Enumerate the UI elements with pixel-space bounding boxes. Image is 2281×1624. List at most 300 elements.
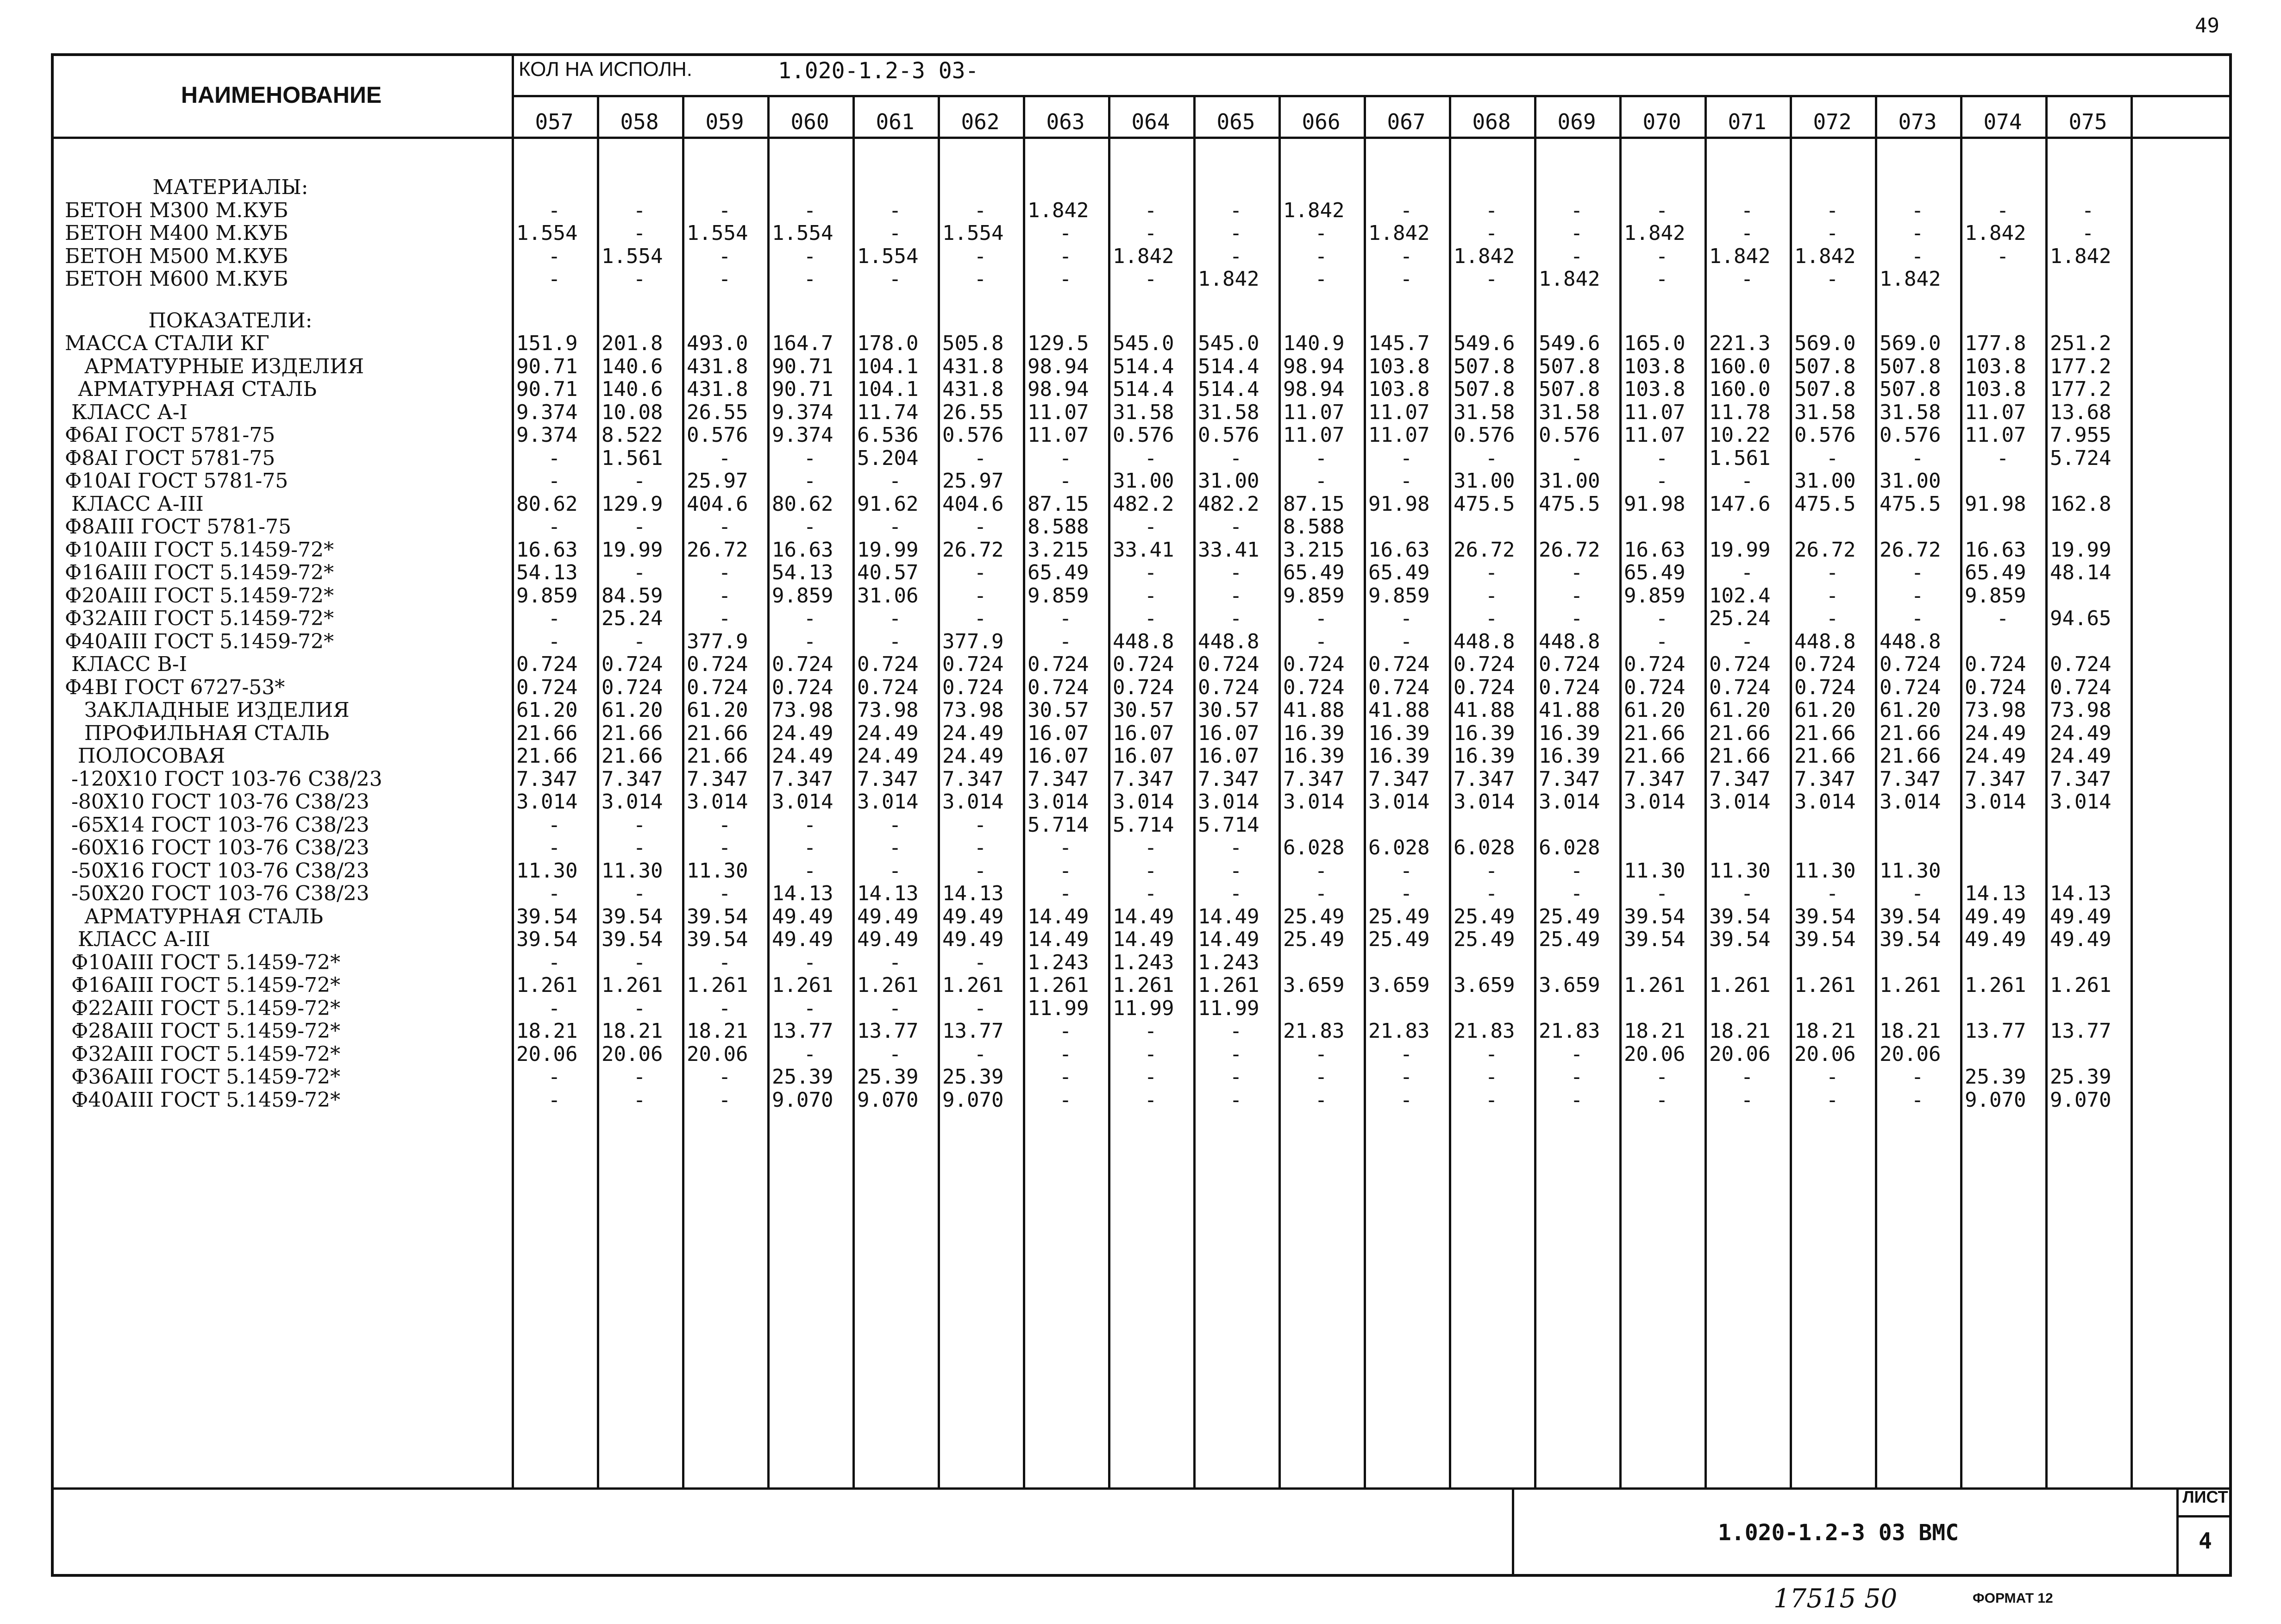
column-header: 069: [1557, 109, 1596, 134]
table-cell: -: [2081, 198, 2094, 222]
table-cell: 31.58: [1198, 400, 1260, 424]
table-cell: 1.842: [1368, 221, 1430, 245]
table-cell: -: [548, 267, 561, 291]
table-cell: -: [1144, 1042, 1157, 1066]
table-cell: 90.71: [772, 377, 833, 401]
table-cell: -: [974, 244, 987, 268]
table-cell: 18.21: [1624, 1019, 1686, 1043]
table-cell: 14.49: [1113, 928, 1174, 951]
table-cell: 0.724: [1368, 652, 1430, 676]
table-cell: 16.39: [1539, 721, 1600, 745]
table-cell: -: [1400, 629, 1413, 653]
table-cell: 3.014: [942, 790, 1004, 814]
table-cell: 26.72: [942, 538, 1004, 562]
table-cell: 7.347: [1454, 767, 1515, 791]
table-cell: -: [633, 950, 646, 974]
table-cell: -: [803, 267, 816, 291]
table-cell: -: [633, 198, 646, 222]
table-cell: -: [1144, 561, 1157, 584]
column-divider: [1278, 97, 1281, 1487]
table-cell: 8.588: [1028, 515, 1089, 539]
table-cell: 3.215: [1028, 538, 1089, 562]
table-cell: -: [1144, 198, 1157, 222]
table-cell: 19.99: [2050, 538, 2112, 562]
table-cell: 87.15: [1028, 492, 1089, 516]
table-cell: -: [1996, 244, 2009, 268]
table-cell: 65.49: [1283, 561, 1345, 584]
table-cell: 3.014: [1794, 790, 1856, 814]
table-cell: 26.72: [1539, 538, 1600, 562]
table-cell: 14.13: [1965, 882, 2026, 905]
table-cell: -: [1229, 244, 1242, 268]
table-cell: 3.014: [1368, 790, 1430, 814]
table-cell: 1.842: [1624, 221, 1686, 245]
table-cell: 1.554: [857, 244, 919, 268]
table-cell: 13.77: [857, 1019, 919, 1043]
table-cell: 84.59: [602, 583, 663, 608]
table-cell: 25.97: [687, 469, 748, 493]
table-cell: 14.49: [1113, 904, 1174, 928]
table-cell: 30.57: [1113, 698, 1174, 722]
column-divider: [1960, 97, 1962, 1487]
table-cell: 251.2: [2050, 332, 2112, 355]
table-cell: 49.49: [857, 904, 919, 928]
table-cell: -: [548, 198, 561, 222]
table-cell: 1.842: [1539, 267, 1600, 291]
table-cell: 0.724: [1198, 675, 1260, 699]
table-cell: 25.49: [1283, 928, 1345, 951]
table-cell: 19.99: [1709, 538, 1771, 562]
column-header: 071: [1728, 109, 1767, 134]
table-cell: 49.49: [2050, 904, 2112, 928]
table-cell: 0.724: [1880, 675, 1941, 699]
table-cell: 20.06: [602, 1042, 663, 1066]
table-cell: 13.77: [2050, 1019, 2112, 1043]
table-cell: 39.54: [687, 904, 748, 928]
table-cell: 24.49: [1965, 721, 2026, 745]
table-cell: 16.39: [1283, 744, 1345, 768]
table-cell: 1.261: [942, 973, 1004, 997]
table-cell: 11.30: [1624, 859, 1686, 883]
table-cell: -: [718, 561, 731, 584]
table-cell: -: [1229, 515, 1242, 539]
table-cell: 6.536: [857, 423, 919, 447]
table-cell: 19.99: [857, 538, 919, 562]
table-cell: -: [548, 1065, 561, 1089]
table-cell: 11.99: [1113, 996, 1174, 1020]
table-cell: 11.07: [1368, 400, 1430, 424]
table-cell: 3.659: [1539, 973, 1600, 997]
table-cell: 177.2: [2050, 377, 2112, 401]
table-cell: 26.72: [1454, 538, 1515, 562]
table-cell: -: [1059, 267, 1072, 291]
table-cell: 18.21: [1794, 1019, 1856, 1043]
column-header: 075: [2068, 109, 2107, 134]
table-cell: 9.070: [1965, 1088, 2026, 1112]
column-header: 059: [705, 109, 744, 134]
table-cell: -: [548, 836, 561, 859]
table-cell: -: [1400, 1065, 1413, 1089]
table-cell: 1.842: [1198, 267, 1260, 291]
table-cell: -: [1485, 1065, 1498, 1089]
table-cell: 7.347: [1880, 767, 1941, 791]
table-cell: 7.347: [942, 767, 1004, 791]
table-cell: 20.06: [1880, 1042, 1941, 1066]
row-label: АРМАТУРНЫЕ ИЗДЕЛИЯ: [65, 354, 364, 378]
row-label: АРМАТУРНАЯ СТАЛЬ: [65, 377, 317, 401]
table-cell: -: [803, 244, 816, 268]
table-cell: -: [718, 996, 731, 1020]
table-cell: -: [1655, 446, 1668, 470]
table-cell: -: [889, 267, 902, 291]
table-cell: -: [548, 996, 561, 1020]
table-cell: -: [1826, 1065, 1839, 1089]
table-cell: -: [1400, 469, 1413, 493]
column-divider: [1364, 97, 1366, 1487]
table-cell: 7.347: [857, 767, 919, 791]
table-cell: -: [1655, 267, 1668, 291]
table-cell: -: [1144, 267, 1157, 291]
table-cell: -: [1315, 446, 1328, 470]
table-cell: -: [633, 221, 646, 245]
table-cell: -: [718, 446, 731, 470]
table-cell: -: [1144, 836, 1157, 859]
table-cell: -: [803, 859, 816, 883]
table-cell: -: [1315, 469, 1328, 493]
column-header: 067: [1387, 109, 1426, 134]
row-label: Ф4ВI ГОСТ 6727-53*: [65, 675, 285, 699]
table-cell: 514.4: [1198, 377, 1260, 401]
table-cell: 39.54: [1624, 928, 1686, 951]
table-cell: -: [1144, 1019, 1157, 1043]
table-cell: -: [889, 836, 902, 859]
table-cell: -: [548, 629, 561, 653]
table-cell: -: [633, 882, 646, 905]
table-cell: -: [1229, 221, 1242, 245]
table-cell: 0.724: [1454, 675, 1515, 699]
table-cell: 431.8: [687, 377, 748, 401]
table-cell: 1.243: [1028, 950, 1089, 974]
table-cell: 41.88: [1539, 698, 1600, 722]
table-cell: 25.24: [1709, 607, 1771, 630]
table-cell: 514.4: [1198, 354, 1260, 378]
table-cell: 25.49: [1368, 928, 1430, 951]
table-cell: 25.39: [2050, 1065, 2112, 1089]
table-cell: 7.347: [1113, 767, 1174, 791]
table-cell: 91.98: [1624, 492, 1686, 516]
table-cell: 3.014: [1198, 790, 1260, 814]
table-cell: -: [1655, 1088, 1668, 1112]
table-cell: 404.6: [687, 492, 748, 516]
table-cell: 8.588: [1283, 515, 1345, 539]
row-label: Ф6АI ГОСТ 5781-75: [65, 423, 276, 447]
table-cell: 475.5: [1794, 492, 1856, 516]
table-cell: -: [803, 950, 816, 974]
column-header: 064: [1131, 109, 1170, 134]
table-cell: 16.63: [1965, 538, 2026, 562]
table-cell: 61.20: [602, 698, 663, 722]
table-cell: -: [1485, 198, 1498, 222]
table-cell: 16.07: [1028, 721, 1089, 745]
table-cell: 73.98: [1965, 698, 2026, 722]
table-cell: -: [1826, 561, 1839, 584]
table-cell: -: [1911, 607, 1924, 630]
table-cell: 21.83: [1368, 1019, 1430, 1043]
table-cell: 0.724: [1539, 652, 1600, 676]
table-cell: 431.8: [687, 354, 748, 378]
table-cell: 16.39: [1283, 721, 1345, 745]
table-cell: 7.347: [1539, 767, 1600, 791]
table-cell: 103.8: [1624, 377, 1686, 401]
table-cell: 164.7: [772, 332, 833, 355]
table-cell: 162.8: [2050, 492, 2112, 516]
table-cell: -: [1059, 469, 1072, 493]
table-cell: 103.8: [1965, 377, 2026, 401]
table-cell: 1.554: [942, 221, 1004, 245]
table-cell: -: [633, 515, 646, 539]
table-cell: 9.374: [516, 400, 578, 424]
table-cell: 25.49: [1454, 904, 1515, 928]
table-cell: -: [1059, 882, 1072, 905]
table-cell: 9.374: [772, 423, 833, 447]
table-cell: -: [1400, 1042, 1413, 1066]
table-cell: 129.5: [1028, 332, 1089, 355]
table-cell: 25.49: [1368, 904, 1430, 928]
table-cell: -: [1059, 836, 1072, 859]
table-cell: 24.49: [772, 721, 833, 745]
table-cell: 9.859: [516, 583, 578, 608]
table-cell: -: [1826, 1088, 1839, 1112]
table-cell: 404.6: [942, 492, 1004, 516]
table-cell: 475.5: [1454, 492, 1515, 516]
table-cell: -: [889, 996, 902, 1020]
table-cell: 1.842: [1113, 244, 1174, 268]
table-cell: 31.58: [1113, 400, 1174, 424]
table-cell: 31.00: [1880, 469, 1941, 493]
table-cell: -: [1229, 1088, 1242, 1112]
table-cell: 7.347: [687, 767, 748, 791]
table-cell: -: [718, 244, 731, 268]
table-cell: 49.49: [942, 904, 1004, 928]
column-header: 061: [876, 109, 915, 134]
table-cell: 14.13: [857, 882, 919, 905]
table-cell: 49.49: [772, 928, 833, 951]
table-cell: -: [1911, 198, 1924, 222]
table-cell: 377.9: [942, 629, 1004, 653]
column-divider: [1534, 97, 1536, 1487]
table-cell: 14.49: [1028, 904, 1089, 928]
column-header: 066: [1302, 109, 1341, 134]
table-cell: 26.72: [687, 538, 748, 562]
table-cell: 39.54: [1624, 904, 1686, 928]
table-cell: -: [1485, 446, 1498, 470]
table-cell: -: [1911, 446, 1924, 470]
table-cell: -: [1826, 221, 1839, 245]
table-cell: 0.724: [1198, 652, 1260, 676]
table-cell: -: [1741, 469, 1754, 493]
table-cell: -: [1826, 198, 1839, 222]
table-cell: 25.39: [772, 1065, 833, 1089]
table-cell: -: [718, 882, 731, 905]
table-cell: 5.714: [1198, 813, 1260, 837]
table-cell: -: [633, 629, 646, 653]
table-cell: -: [1911, 244, 1924, 268]
row-label: Ф28АIII ГОСТ 5.1459-72*: [65, 1019, 340, 1043]
table-cell: 3.014: [602, 790, 663, 814]
row-label: КЛАСС А-III: [65, 492, 204, 516]
row-label: БЕТОН М600 М.КУБ: [65, 267, 288, 291]
table-cell: 21.83: [1454, 1019, 1515, 1043]
table-cell: 1.261: [772, 973, 833, 997]
table-cell: 21.66: [1624, 721, 1686, 745]
table-cell: 569.0: [1880, 332, 1941, 355]
table-cell: -: [803, 607, 816, 630]
table-cell: 0.724: [1709, 675, 1771, 699]
table-cell: 26.72: [1880, 538, 1941, 562]
table-cell: 3.659: [1283, 973, 1345, 997]
table-cell: 151.9: [516, 332, 578, 355]
table-cell: 1.261: [1965, 973, 2026, 997]
table-cell: -: [803, 629, 816, 653]
sheet-box-line: [2176, 1515, 2232, 1517]
table-cell: 24.49: [2050, 744, 2112, 768]
table-cell: 0.576: [1198, 423, 1260, 447]
table-cell: -: [1315, 607, 1328, 630]
row-label: Ф16АIII ГОСТ 5.1459-72*: [65, 561, 334, 584]
table-cell: -: [803, 469, 816, 493]
table-cell: 103.8: [1368, 354, 1430, 378]
table-cell: 431.8: [942, 377, 1004, 401]
table-cell: -: [1485, 583, 1498, 608]
table-cell: -: [974, 583, 987, 608]
table-cell: -: [1229, 583, 1242, 608]
table-cell: -: [1315, 859, 1328, 883]
table-cell: 14.13: [2050, 882, 2112, 905]
table-cell: -: [1570, 882, 1583, 905]
table-cell: 3.014: [1454, 790, 1515, 814]
table-cell: 1.243: [1113, 950, 1174, 974]
table-cell: -: [548, 446, 561, 470]
table-cell: -: [1996, 198, 2009, 222]
table-cell: 10.08: [602, 400, 663, 424]
table-cell: -: [1229, 561, 1242, 584]
table-cell: -: [718, 1065, 731, 1089]
table-cell: -: [1144, 515, 1157, 539]
table-cell: 0.724: [602, 675, 663, 699]
table-cell: 31.00: [1454, 469, 1515, 493]
table-cell: 8.522: [602, 423, 663, 447]
table-cell: 73.98: [942, 698, 1004, 722]
table-cell: -: [1485, 561, 1498, 584]
table-cell: 3.014: [1283, 790, 1345, 814]
table-cell: 11.78: [1709, 400, 1771, 424]
table-cell: -: [1144, 221, 1157, 245]
table-cell: 1.842: [1454, 244, 1515, 268]
table-cell: -: [548, 244, 561, 268]
table-cell: 0.576: [1113, 423, 1174, 447]
table-cell: 5.714: [1113, 813, 1174, 837]
title-block-code: 1.020-1.2-3 03 ВМС: [1717, 1520, 1959, 1546]
table-cell: -: [1400, 446, 1413, 470]
table-cell: 7.347: [1283, 767, 1345, 791]
table-cell: -: [974, 996, 987, 1020]
table-cell: 9.859: [1028, 583, 1089, 608]
name-column-header: НАИМЕНОВАНИЕ: [181, 82, 382, 108]
table-cell: -: [1741, 561, 1754, 584]
table-cell: -: [803, 836, 816, 859]
table-cell: 1.554: [772, 221, 833, 245]
table-cell: 33.41: [1198, 538, 1260, 562]
table-cell: -: [633, 1065, 646, 1089]
table-cell: 1.554: [687, 221, 748, 245]
table-cell: 201.8: [602, 332, 663, 355]
table-cell: -: [1826, 607, 1839, 630]
table-cell: 9.859: [1283, 583, 1345, 608]
table-cell: 16.39: [1454, 721, 1515, 745]
table-cell: 25.39: [1965, 1065, 2026, 1089]
table-cell: -: [1570, 1088, 1583, 1112]
table-cell: 7.347: [1198, 767, 1260, 791]
table-cell: 9.070: [772, 1088, 833, 1112]
table-cell: 9.070: [942, 1088, 1004, 1112]
table-cell: -: [1400, 267, 1413, 291]
table-cell: 13.77: [772, 1019, 833, 1043]
table-cell: 20.06: [1709, 1042, 1771, 1066]
table-cell: 9.859: [1965, 583, 2026, 608]
table-cell: -: [1655, 198, 1668, 222]
table-cell: 24.49: [2050, 721, 2112, 745]
table-cell: -: [1570, 583, 1583, 608]
table-cell: 39.54: [1794, 904, 1856, 928]
column-divider: [1193, 97, 1196, 1487]
table-cell: 1.561: [602, 446, 663, 470]
table-cell: 7.347: [516, 767, 578, 791]
table-cell: -: [974, 267, 987, 291]
table-cell: 13.77: [942, 1019, 1004, 1043]
table-cell: 3.014: [1028, 790, 1089, 814]
row-label: Ф40АIII ГОСТ 5.1459-72*: [65, 1088, 340, 1112]
table-cell: 507.8: [1794, 354, 1856, 378]
table-cell: 16.63: [1368, 538, 1430, 562]
column-divider: [852, 97, 855, 1487]
table-cell: -: [1911, 1088, 1924, 1112]
table-cell: -: [1400, 1088, 1413, 1112]
table-cell: 11.07: [1283, 423, 1345, 447]
row-label: Ф16АIII ГОСТ 5.1459-72*: [65, 973, 340, 997]
table-cell: 21.66: [1794, 744, 1856, 768]
table-cell: 21.66: [687, 744, 748, 768]
table-cell: -: [974, 446, 987, 470]
table-cell: 39.54: [516, 904, 578, 928]
table-cell: -: [1400, 859, 1413, 883]
table-cell: -: [633, 561, 646, 584]
table-cell: 18.21: [687, 1019, 748, 1043]
table-cell: -: [1229, 859, 1242, 883]
table-cell: 7.347: [1794, 767, 1856, 791]
row-label: Ф22АIII ГОСТ 5.1459-72*: [65, 996, 340, 1020]
table-cell: 49.49: [942, 928, 1004, 951]
table-cell: 448.8: [1454, 629, 1515, 653]
table-cell: 11.07: [1283, 400, 1345, 424]
table-cell: -: [974, 515, 987, 539]
table-cell: 160.0: [1709, 377, 1771, 401]
table-cell: 39.54: [687, 928, 748, 951]
table-cell: 7.347: [1028, 767, 1089, 791]
row-label: КЛАСС В-I: [65, 652, 187, 676]
table-cell: 11.99: [1028, 996, 1089, 1020]
table-cell: -: [889, 515, 902, 539]
table-cell: -: [1400, 607, 1413, 630]
